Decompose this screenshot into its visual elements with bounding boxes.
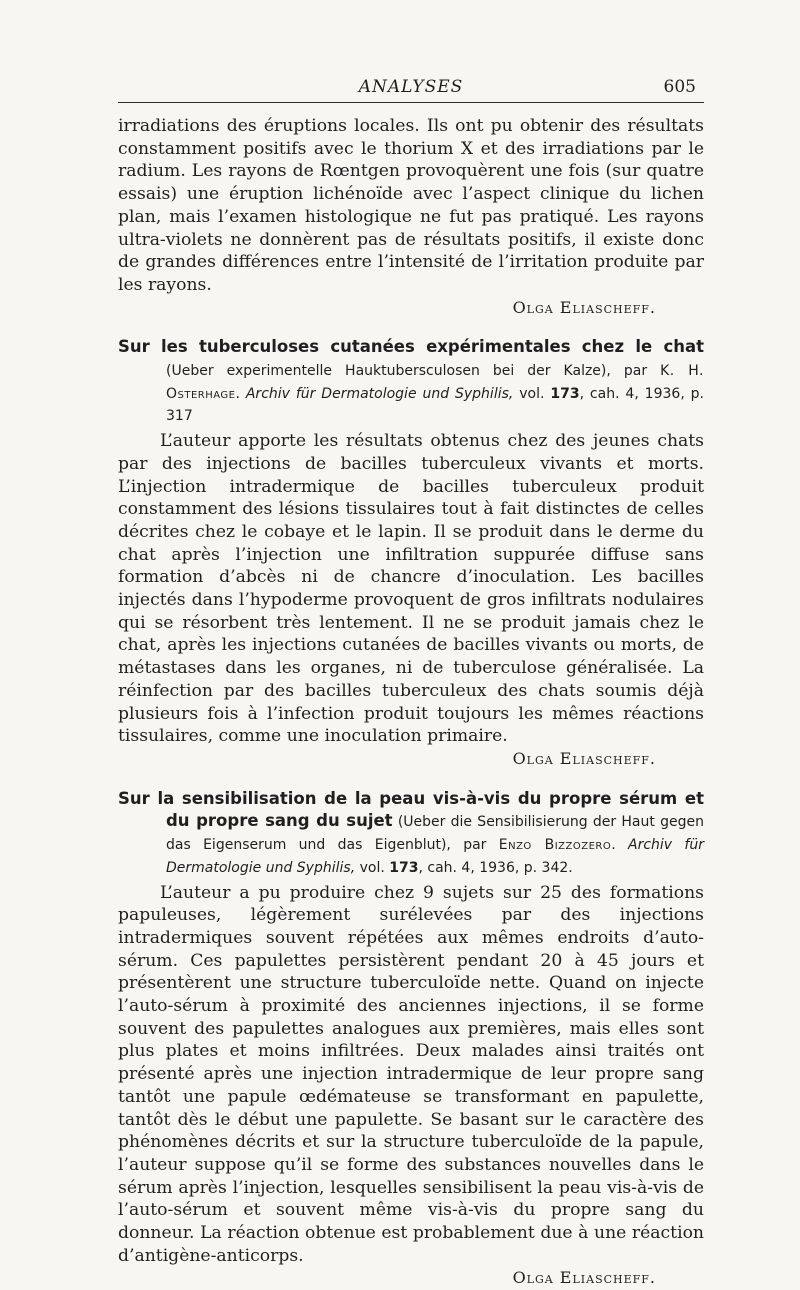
journal-name: Archiv für Dermatologie und Syphilis, — [166, 837, 704, 876]
journal-name: Archiv für Dermatologie und Syphilis, — [245, 385, 514, 402]
article-author: K. H. Osterhage — [166, 363, 704, 402]
entry-reference: (Ueber die Sensibilisierung der Haut gegen das Eigenserum und das Eigenblut), par Enzo Bizzozero. Archiv für Dermatologie und Syphilis, vol. 173, cah. 4, 1936, p. 342. — [166, 814, 704, 876]
reviewer-signature: Olga Eliascheff. — [512, 748, 656, 768]
running-header — [118, 76, 704, 100]
entry-title: Sur la sensibilisation de la peau vis-à-vis du propre sérum et du propre sang du sujet — [118, 788, 704, 831]
volume-number: 173 — [550, 385, 580, 402]
header-rule — [118, 102, 704, 103]
page-number: 605 — [663, 77, 696, 97]
entry-body: L’auteur a pu produire chez 9 sujets sur 25 des formations papuleuses, légèrement surélevées par des injections intradermiques souvent répétées aux mêmes endroits d’auto-sérum. Ces papulettes persistèrent pendant 20 à 45 jours et présentèrent une structure tuberculoïde nette. Quand on injecte l’auto-sérum à proximité des anciennes injections, il se forme souvent des papulettes analogues aux premières, mais elles sont plus plates et moins infiltrées. Deux malades ainsi traités ont présenté après une injection intradermique de leur propre sang tantôt une papule œdémateuse se transformant en papulette, tantôt dès le début une papulette. Se basant sur le caractère des phénomènes décrits et sur la structure tuberculoïde de la papule, l’auteur suppose qu’il se forme des substances nouvelles dans le sérum après l’injection, lesquelles sensibilisent la peau vis-à-vis de l’auto-sérum et souvent même vis-à-vis du propre sang du donneur. La réaction obtenue est probablement due à une réaction d’antigène-anticorps. — [118, 882, 704, 1266]
entry-heading — [118, 336, 704, 427]
entry-title: Sur les tuberculoses cutanées expérimentales chez le chat — [118, 337, 704, 357]
reviewer-signature: Olga Eliascheff. — [512, 297, 656, 317]
article-author: Enzo Bizzozero — [498, 837, 612, 854]
intro-paragraph: irradiations des éruptions locales. Ils ont pu obtenir des résultats constamment positifs avec le thorium X et des irradiations par le radium. Les rayons de Rœntgen provoquèrent une fois (sur quatre essais) une éruption lichénoïde avec l’aspect clinique du lichen plan, mais l’examen histologique ne fut pas pratiqué. Les rayons ultra-violets ne donnèrent pas de résultats positifs, il existe donc de grandes différences entre l’intensité de l’irritation produite par les rayons. — [118, 116, 704, 295]
review-entry-tuberculoses — [118, 336, 704, 770]
entry-body: L’auteur apporte les résultats obtenus chez des jeunes chats par des injections de bacilles tuberculeux vivants et morts. L’injection intradermique de bacilles tuberculeux produit constamment des lésions tissulaires tout à fait distinctes de celles décrites chez le cobaye et le lapin. Il se produit dans le derme du chat après l’injection une infiltration suppurée diffuse sans formation d’abcès ni de chancre d’inoculation. Les bacilles injectés dans l’hypoderme provoquent de gros infiltrats nodulaires qui se résorbent très lentement. Il ne se produit jamais chez le chat, après les injections cutanées de bacilles vivants ou morts, de métastases dans les organes, ni de tuberculose généralisée. La réinfection par des bacilles tuberculeux des chats soumis déjà plusieurs fois à l’infection produit toujours les mêmes réactions tissulaires, comme une inoculation primaire. — [118, 431, 704, 747]
entry-heading — [118, 788, 704, 879]
continued-review — [118, 115, 704, 319]
running-title: ANALYSES — [358, 77, 464, 97]
entry-reference: (Ueber experimentelle Hauktubersculosen bei der Kalze), par K. H. Osterhage. Archiv für Dermatologie und Syphilis, vol. 173, cah. 4, 1936, p. 317 — [166, 363, 705, 425]
reviewer-signature: Olga Eliascheff. — [512, 1268, 656, 1288]
volume-number: 173 — [389, 859, 419, 876]
review-entry-sensibilisation — [118, 788, 704, 1290]
page-content — [118, 76, 704, 1290]
